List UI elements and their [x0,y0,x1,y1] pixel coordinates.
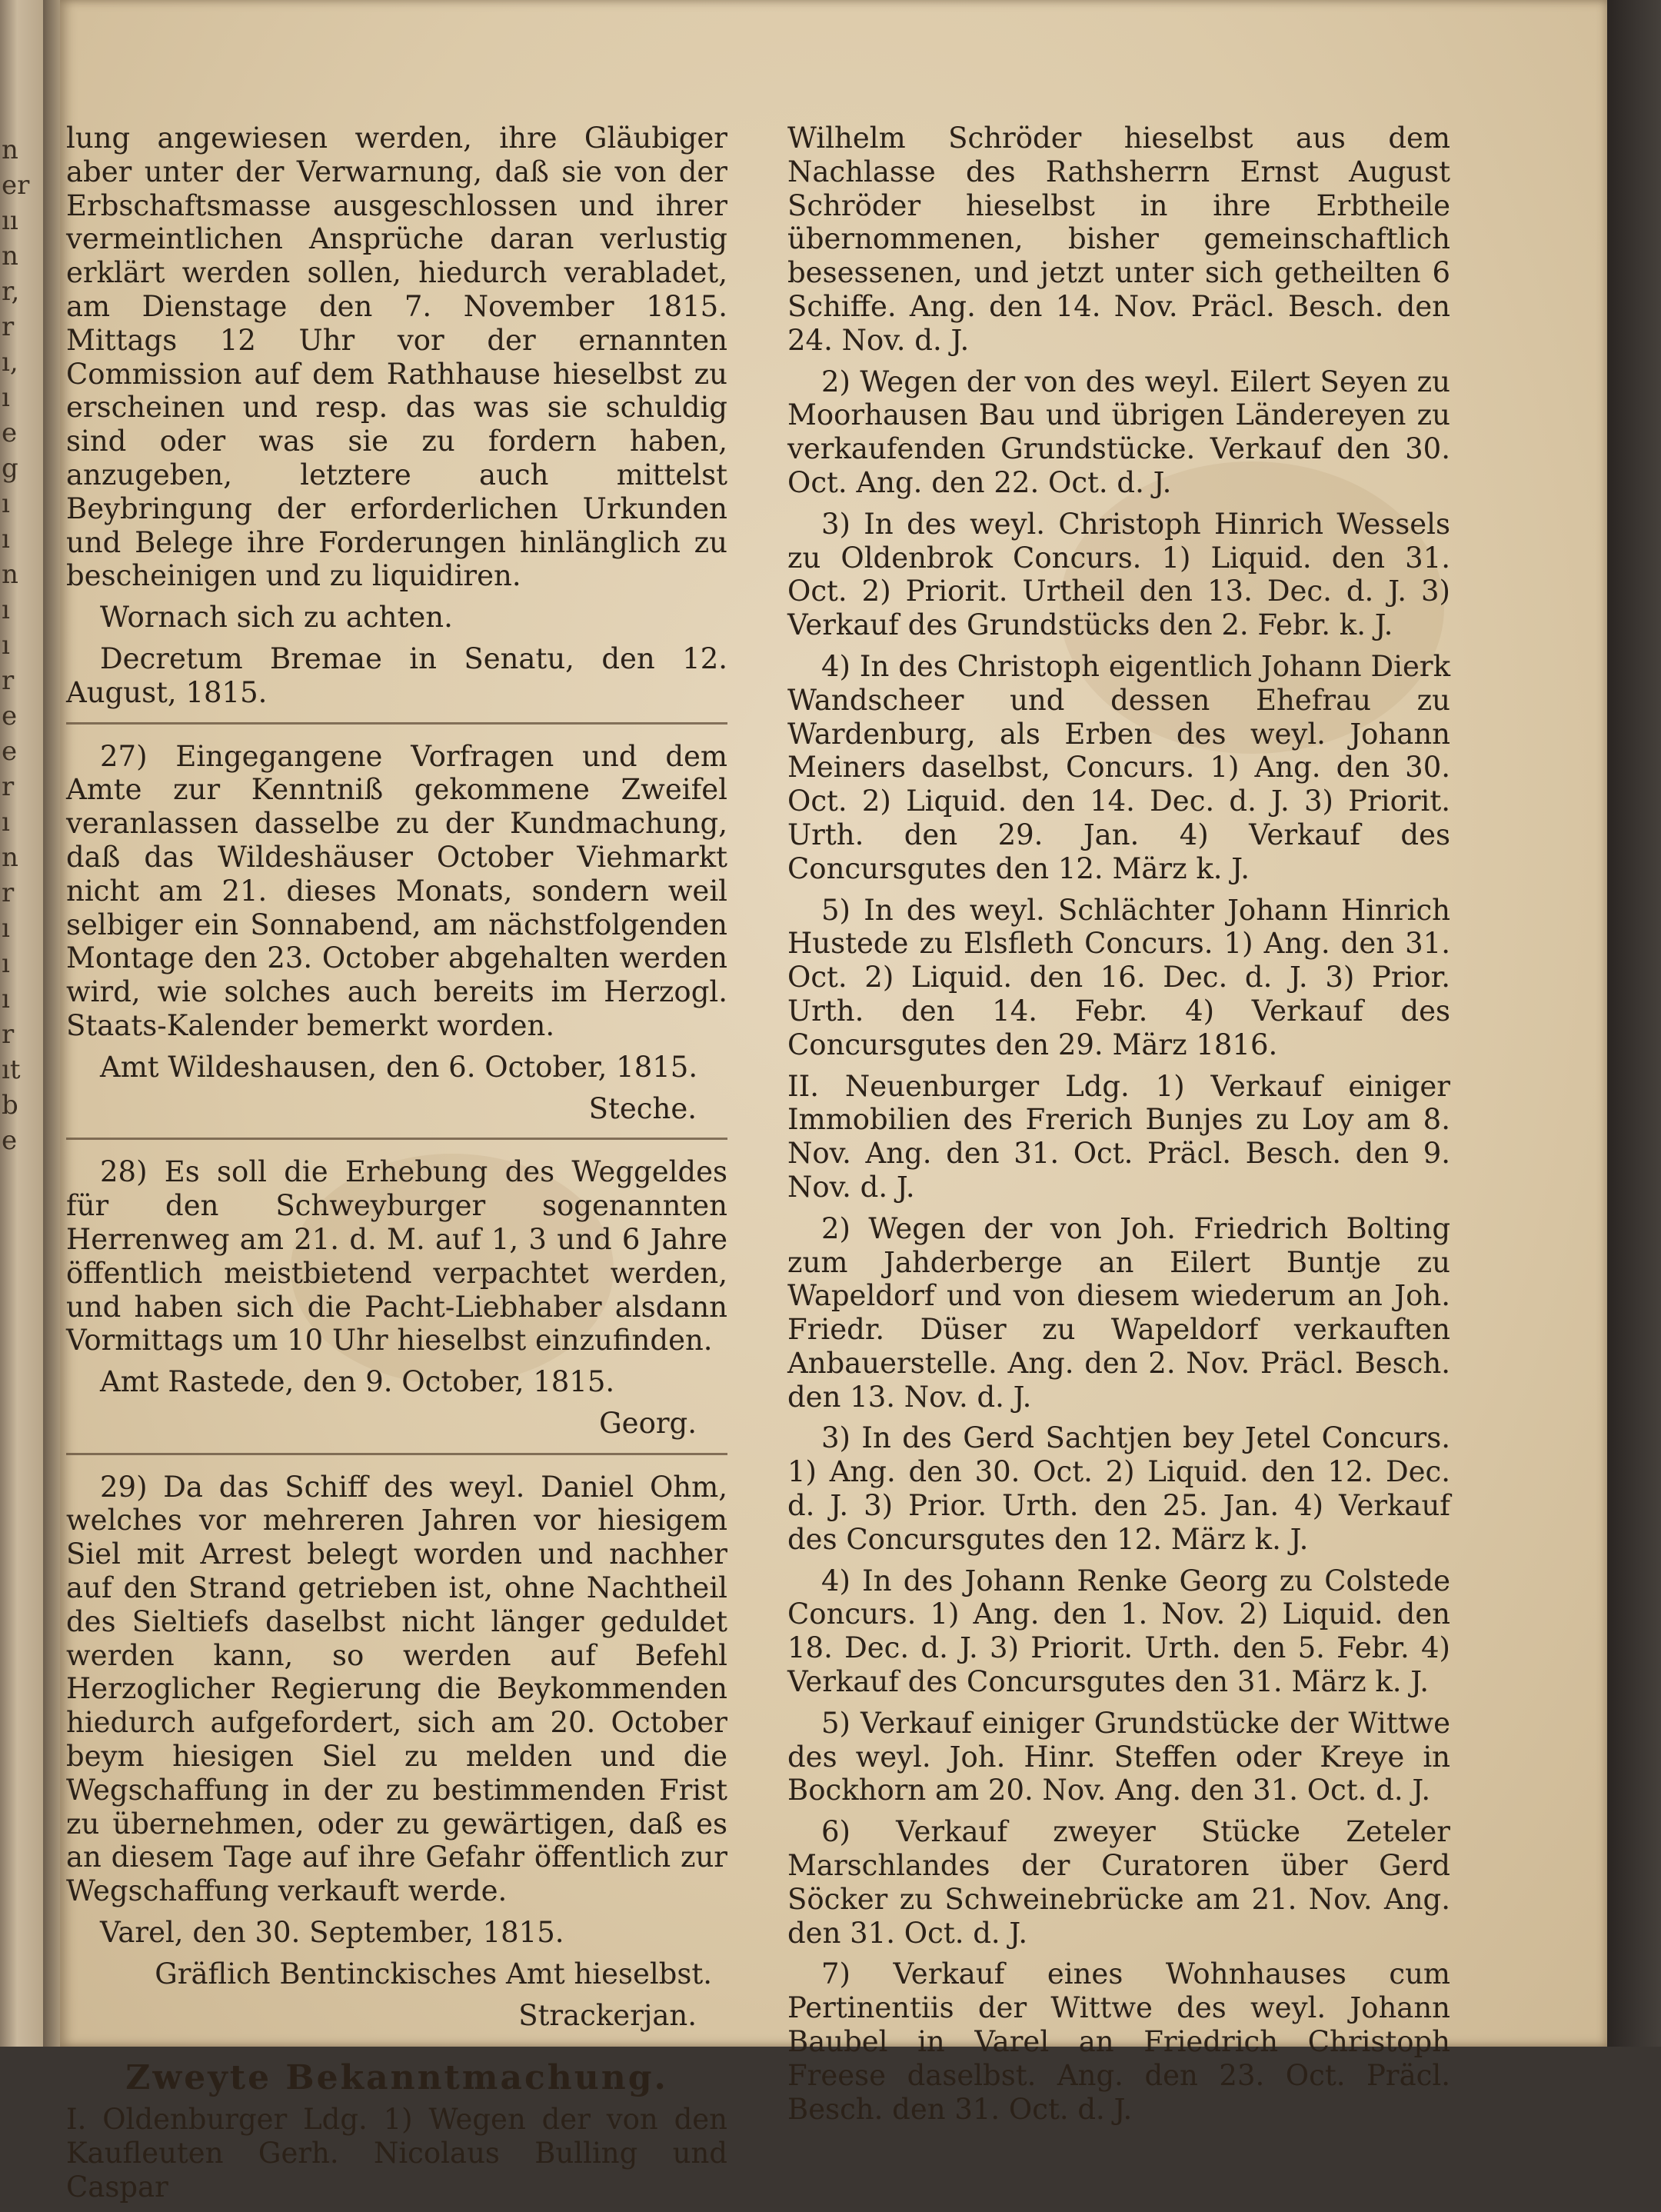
prev-page-fragment: b [2,1090,18,1121]
prev-page-fragment: n [2,135,18,165]
neuenburg-notice: II. Neuenburger Ldg. 1) Verkauf einiger Immobilien des Frerich Bunjes zu Loy am 8. Nov. Ang. den 31. Oct. Präcl. Besch. den 9. Nov. d. J. [787,1069,1450,1204]
prev-page-fragment: ı [2,948,10,979]
notice-29: 29) Da das Schiff des weyl. Daniel Ohm, welches vor mehreren Jahren vor hiesigem Siel mit Arrest belegt worden und nachher auf den Strand getrieben ist, ohne Nachtheil des Sieltiefs daselbst nicht länger geduldet werden kann, so werden auf Befehl Herzoglicher Regierung die Beykommenden hiedurch aufgefordert, sich am 20. October beym hiesigen Siel zu melden und die Wegschaffung in der zu bestimmenden Frist zu übernehmen, oder zu gewärtigen, daß es an diesem Tage auf ihre Gefahr öffentlich zur Wegschaffung verkauft werde. [66,1470,727,1908]
prev-page-fragment: n [2,241,18,272]
previous-page-edge [0,0,43,2047]
page-edge-shadow [1607,0,1661,2047]
notice-29-signature: Strackerjan. [518,1998,697,2032]
notice-hustede: 5) In des weyl. Schlächter Johann Hinrich Hustede zu Elsfleth Concurs. 1) Ang. den 31. Oct. 2) Liquid. den 16. Dec. d. J. 3) Prior. Urth. den 14. Febr. 4) Verkauf des Concursgutes den 29. März 1816. [787,893,1450,1061]
notice-wessels: 3) In des weyl. Christoph Hinrich Wessels zu Oldenbrok Concurs. 1) Liquid. den 31. Oct. 2) Priorit. Urtheil den 13. Dec. d. J. 3) Verkauf des Grundstücks den 2. Febr. k. J. [787,507,1450,642]
prev-page-fragment: ıt [2,1054,21,1085]
prev-page-fragment: r [2,771,15,802]
section-divider [66,1453,727,1455]
notice-27-signature: Steche. [588,1091,697,1125]
prev-page-fragment: g [2,453,18,484]
prev-page-fragment: r, [2,276,20,307]
prev-page-fragment: r [2,665,15,696]
right-column [787,122,1450,2134]
notice-seyen: 2) Wegen der von des weyl. Eilert Seyen zu Moorhausen Bau und übrigen Ländereyen zu verkaufenden Grundstücke. Verkauf den 30. Oct. Ang. den 22. Oct. d. J. [787,365,1450,499]
notice-27: 27) Eingegangene Vorfragen und dem Amte zur Kenntniß gekommene Zweifel veranlassen dasselbe zu der Kundmachung, daß das Wildeshäuser October Viehmarkt nicht am 21. dieses Monats, sondern weil selbiger ein Sonnabend, am nächstfolgenden Montage den 23. October abgehalten werden wird, wie solches auch bereits im Herzogl. Staats-Kalender bemerkt worden. [66,739,727,1042]
prev-page-fragment: ı [2,913,10,944]
paragraph-decretum: Decretum Bremae in Senatu, den 12. August, 1815. [66,641,727,709]
notice-28-signature: Georg. [599,1406,697,1440]
prev-page-fragment: n [2,842,18,873]
notice-27-place-date: Amt Wildeshausen, den 6. October, 1815. [100,1050,698,1084]
notice-28: 28) Es soll die Erhebung des Weggeldes für den Schweyburger sogenannten Herrenweg am 21. d. M. auf 1, 3 und 6 Jahre öffentlich meistbietend verpachtet werden, und haben sich die Pacht-Liebhaber alsdann Vormittags um 10 Uhr hieselbst einzufinden. [66,1155,727,1358]
notice-georg: 4) In des Johann Renke Georg zu Colstede Concurs. 1) Ang. den 1. Nov. 2) Liquid. den 18. Dec. d. J. 3) Priorit. Urth. den 5. Febr. 4) Verkauf des Concursgutes den 31. März k. J. [787,1564,1450,1699]
prev-page-fragment: e [2,701,18,731]
section-divider [66,722,727,725]
section-heading: Zweyte Bekanntmachung. [125,2058,668,2098]
notice-28-place-date: Amt Rastede, den 9. October, 1815. [100,1365,615,1399]
prev-page-fragment: ıı [2,205,18,236]
prev-page-fragment: r [2,311,15,342]
notice-soecker: 6) Verkauf zweyer Stücke Zeteler Marschlandes der Curatoren über Gerd Söcker zu Schweinebrücke am 21. Nov. Ang. den 31. Oct. d. J. [787,1815,1450,1950]
section-divider [66,1138,727,1140]
notice-29-place-date: Varel, den 30. September, 1815. [100,1916,564,1950]
prev-page-fragment: r [2,878,15,908]
prev-page-fragment: ı [2,984,10,1014]
prev-page-fragment: r [2,1019,15,1050]
book-gutter [43,0,60,2047]
left-column [66,122,727,2212]
prev-page-fragment: er [2,170,30,201]
prev-page-fragment: ı [2,807,10,838]
oldenburg-notice: I. Oldenburger Ldg. 1) Wegen der von den Kaufleuten Gerh. Nicolaus Bulling und Caspar [66,2103,727,2204]
paragraph-wornach: Wornach sich zu achten. [100,601,453,635]
prev-page-fragment: ı [2,630,10,661]
prev-page-fragment: ı, [2,347,18,378]
notice-steffen: 5) Verkauf einiger Grundstücke der Wittwe des weyl. Joh. Hinr. Steffen oder Kreye in Bockhorn am 20. Nov. Ang. den 31. Oct. d. J. [787,1706,1450,1807]
notice-bolting: 2) Wegen der von Joh. Friedrich Bolting zum Jahderberge an Eilert Buntje zu Wapeldorf und von diesem wiederum an Joh. Friedr. Düser zu Wapeldorf verkauften Anbauerstelle. Ang. den 2. Nov. Präcl. Besch. den 13. Nov. d. J. [787,1211,1450,1414]
prev-page-fragment: ı [2,382,10,413]
prev-page-fragment: e [2,1125,18,1156]
prev-page-fragment: ı [2,488,10,519]
prev-page-fragment: ı [2,524,10,555]
notice-schroeder: Wilhelm Schröder hieselbst aus dem Nachlasse des Rathsherrn Ernst August Schröder hieselbst in ihre Erbtheile übernommenen, bisher gemeinschaftlich besessenen, und jetzt unter sich getheilten 6 Schiffe. Ang. den 14. Nov. Präcl. Besch. den 24. Nov. d. J. [787,122,1450,357]
prev-page-fragment: e [2,418,18,448]
notice-29-authority: Gräflich Bentinckisches Amt hieselbst. [155,1957,712,1990]
notice-wandscheer: 4) In des Christoph eigentlich Johann Dierk Wandscheer und dessen Ehefrau zu Wardenburg, als Erben des weyl. Johann Meiners daselbst, Concurs. 1) Ang. den 30. Oct. 2) Liquid. den 14. Dec. d. J. 3) Priorit. Urth. den 29. Jan. 4) Verkauf des Concursgutes den 12. März k. J. [787,649,1450,885]
notice-baubel: 7) Verkauf eines Wohnhauses cum Pertinentiis der Wittwe des weyl. Johann Baubel in Varel an Friedrich Christoph Freese daselbst. Ang. den 23. Oct. Präcl. Besch. den 31. Oct. d. J. [787,1957,1450,2126]
paragraph-inheritance-summons: lung angewiesen werden, ihre Gläubiger aber unter der Verwarnung, daß sie von der Erbschaftsmasse ausgeschlossen und ihrer vermeintlichen Ansprüche daran verlustig erklärt werden sollen, hiedurch verabladet, am Dienstage den 7. November 1815. Mittags 12 Uhr vor der ernannten Commission auf dem Rathhause hieselbst zu erscheinen und resp. das was sie schuldig sind oder was sie zu fordern haben, anzugeben, letztere auch mittelst Beybringung der erforderlichen Urkunden und Belege ihre Forderungen hinlänglich zu bescheinigen und zu liquidiren. [66,122,727,593]
prev-page-fragment: ı [2,595,10,625]
prev-page-fragment: e [2,736,18,767]
notice-sachtjen: 3) In des Gerd Sachtjen bey Jetel Concurs. 1) Ang. den 30. Oct. 2) Liquid. den 12. Dec. d. J. 3) Prior. Urth. den 25. Jan. 4) Verkauf des Concursgutes den 12. März k. J. [787,1421,1450,1556]
prev-page-fragment: n [2,559,18,590]
